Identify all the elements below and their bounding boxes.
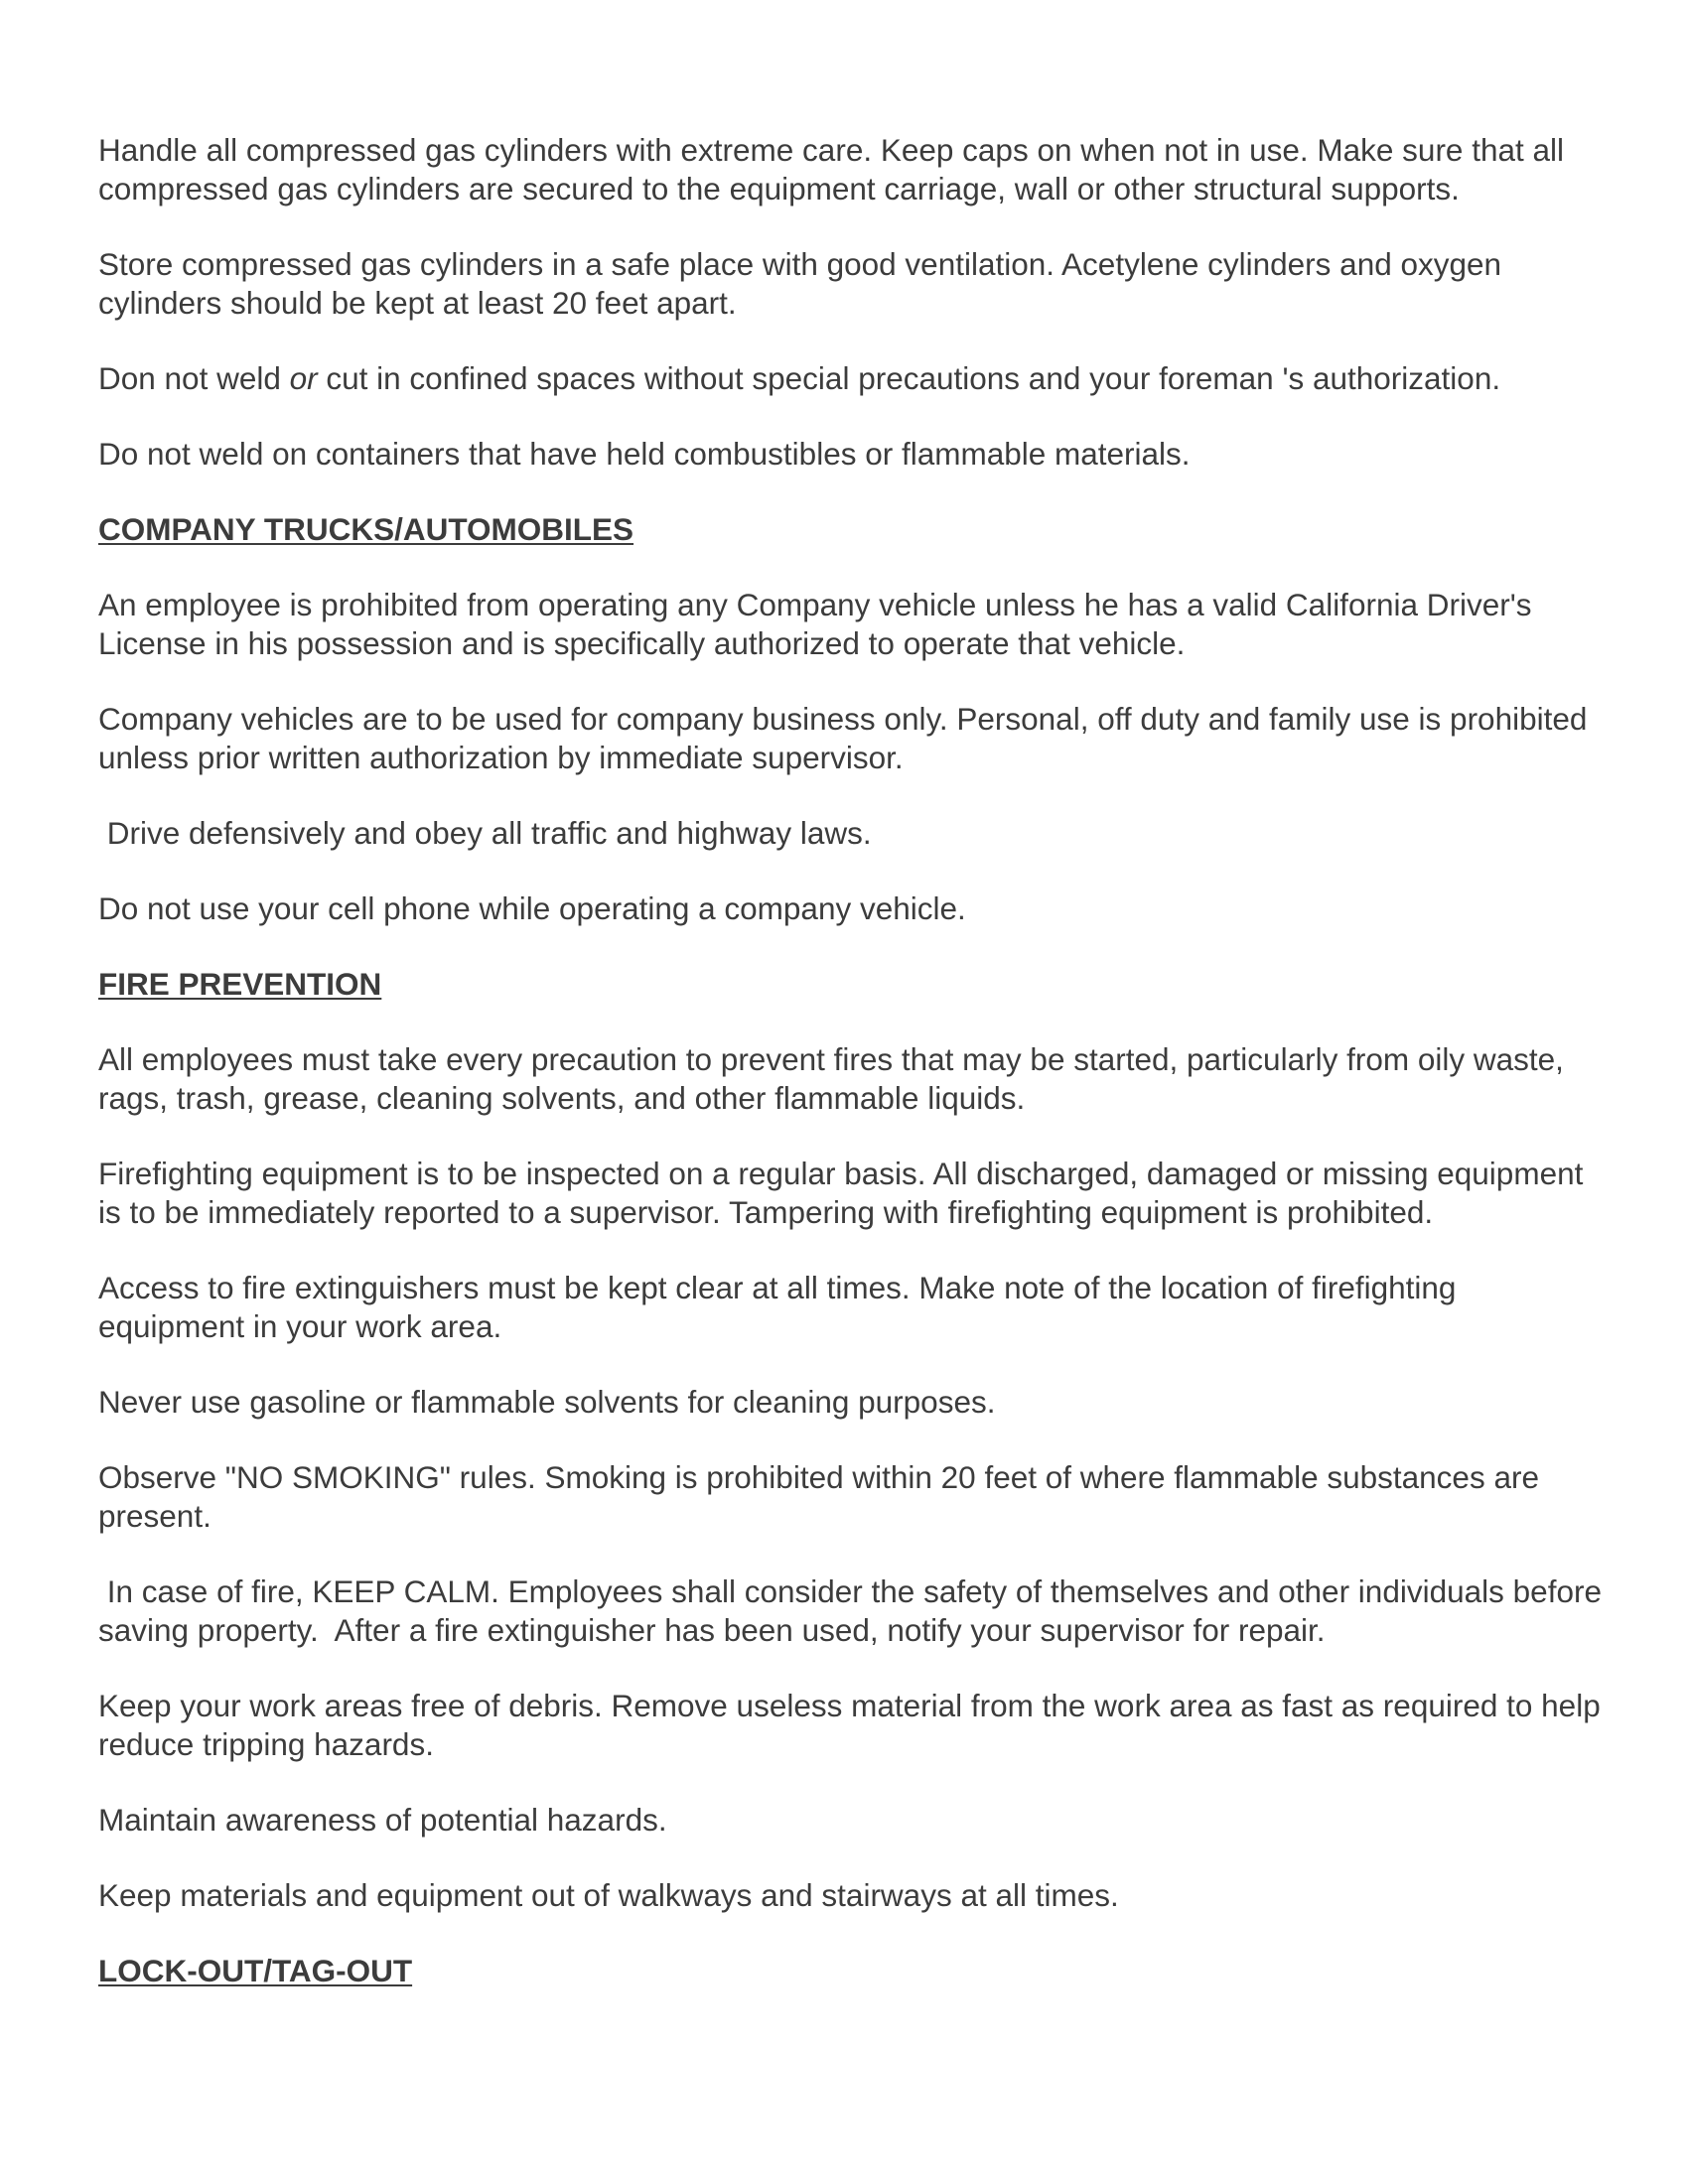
paragraph-drive-defensively: Drive defensively and obey all traffic and highway laws. [98, 815, 872, 851]
paragraph-cell-phone: Do not use your cell phone while operating a company vehicle. [98, 890, 966, 926]
paragraph-cylinder-storage: Store compressed gas cylinders in a safe place with good ventilation. Acetylene cylinders and oxygen cylinders should be kept at least 20 feet apart. [98, 246, 1510, 321]
paragraph-vehicle-use: Company vehicles are to be used for company business only. Personal, off duty and family use is prohibited unless prior written authorization by immediate supervisor. [98, 701, 1597, 775]
paragraph-confined-spaces [98, 359, 1608, 398]
paragraph-combustible-containers: Do not weld on containers that have held combustibles or flammable materials. [98, 436, 1191, 472]
paragraph-walkways: Keep materials and equipment out of walkways and stairways at all times. [98, 1877, 1119, 1913]
paragraph-confined-spaces-emphasis: or [289, 360, 318, 396]
section-heading-company-vehicles: COMPANY TRUCKS/AUTOMOBILES [98, 511, 634, 547]
paragraph-fire-precautions: All employees must take every precaution to prevent fires that may be started, particularly from oily waste, rags, trash, grease, cleaning solvents, and other flammable liquids. [98, 1041, 1573, 1116]
paragraph-hazard-awareness: Maintain awareness of potential hazards. [98, 1802, 667, 1838]
section-heading-fire-prevention: FIRE PREVENTION [98, 966, 382, 1002]
section-heading-lockout-tagout: LOCK-OUT/TAG-OUT [98, 1953, 413, 1988]
paragraph-confined-spaces-before: Don not weld [98, 360, 290, 396]
paragraph-gasoline-cleaning: Never use gasoline or flammable solvents for cleaning purposes. [98, 1384, 996, 1420]
paragraph-confined-spaces-after: cut in confined spaces without special precautions and your foreman 's authorization. [317, 360, 1501, 396]
paragraph-case-of-fire: In case of fire, KEEP CALM. Employees shall consider the safety of themselves and other individuals before saving property. After a fire extinguisher has been used, notify your supervisor for repair. [98, 1573, 1611, 1648]
paragraph-firefighting-equipment: Firefighting equipment is to be inspected on a regular basis. All discharged, damaged or missing equipment is to be immediately reported to a supervisor. Tampering with firefighting equipment is prohibited. [98, 1156, 1593, 1230]
paragraph-drivers-license: An employee is prohibited from operating any Company vehicle unless he has a valid California Driver's License in his possession and is specifically authorized to operate that vehicle. [98, 587, 1541, 661]
paragraph-compressed-gas-handling: Handle all compressed gas cylinders with extreme care. Keep caps on when not in use. Make sure that all compressed gas cylinders are secured to the equipment carriage, wall or other structural supports. [98, 132, 1573, 206]
paragraph-no-smoking: Observe "NO SMOKING" rules. Smoking is prohibited within 20 feet of where flammable substances are present. [98, 1459, 1548, 1534]
paragraph-debris: Keep your work areas free of debris. Remove useless material from the work area as fast as required to help reduce tripping hazards. [98, 1688, 1610, 1762]
document-page [98, 131, 1611, 2027]
paragraph-extinguisher-access: Access to fire extinguishers must be kept clear at all times. Make note of the location of firefighting equipment in your work area. [98, 1270, 1466, 1344]
